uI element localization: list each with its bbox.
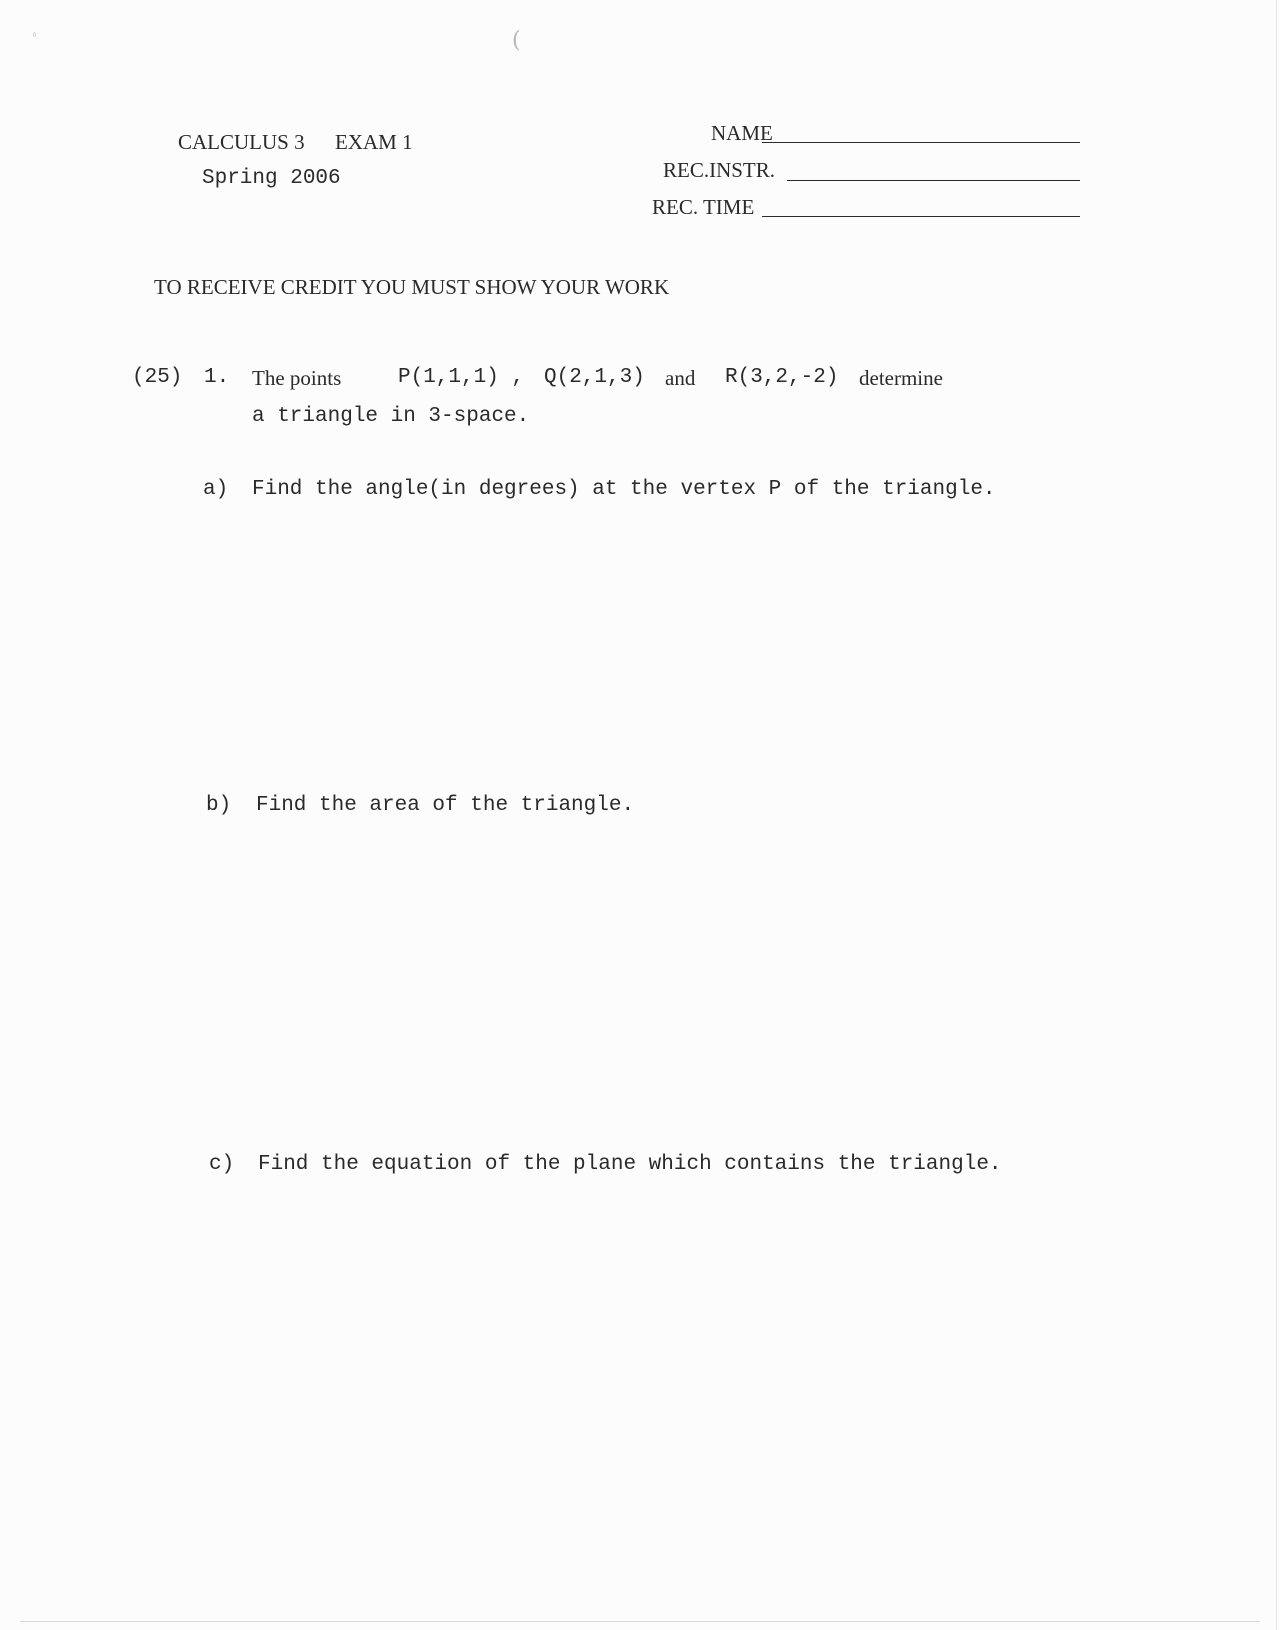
part-c-label: c) xyxy=(209,1153,235,1176)
instructions: TO RECEIVE CREDIT YOU MUST SHOW YOUR WORK xyxy=(154,275,670,299)
point-q: Q(2,1,3) xyxy=(544,366,645,389)
rec-instr-field[interactable] xyxy=(787,180,1080,181)
page-edge-bottom xyxy=(20,1621,1260,1622)
rec-time-field[interactable] xyxy=(762,216,1080,217)
exam-title: EXAM 1 xyxy=(335,130,413,154)
problem-and: and xyxy=(665,366,696,390)
part-a-text: Find the angle(in degrees) at the vertex P of the triangle. xyxy=(252,478,996,501)
rec-instr-label: REC.INSTR. xyxy=(663,158,776,182)
part-b-text: Find the area of the triangle. xyxy=(256,794,635,817)
problem-suffix: determine xyxy=(859,366,943,390)
problem-line2: a triangle in 3-space. xyxy=(252,405,530,428)
part-c-text: Find the equation of the plane which contains the triangle. xyxy=(258,1153,1002,1176)
point-r: R(3,2,-2) xyxy=(725,366,839,389)
part-a-label: a) xyxy=(203,478,229,501)
name-label: NAME xyxy=(711,121,773,145)
page-edge-right xyxy=(1276,0,1277,1630)
scan-mark: ﾟ xyxy=(32,31,41,50)
scan-mark: ( xyxy=(512,28,521,53)
problem-points: (25) xyxy=(132,366,183,389)
name-field[interactable] xyxy=(762,142,1080,143)
problem-number: 1. xyxy=(204,366,230,389)
term: Spring 2006 xyxy=(202,167,341,190)
course-title: CALCULUS 3 xyxy=(178,130,305,154)
point-p: P(1,1,1) , xyxy=(398,366,525,389)
rec-time-label: REC. TIME xyxy=(652,195,755,219)
problem-prefix: The points xyxy=(252,366,342,390)
part-b-label: b) xyxy=(206,794,232,817)
